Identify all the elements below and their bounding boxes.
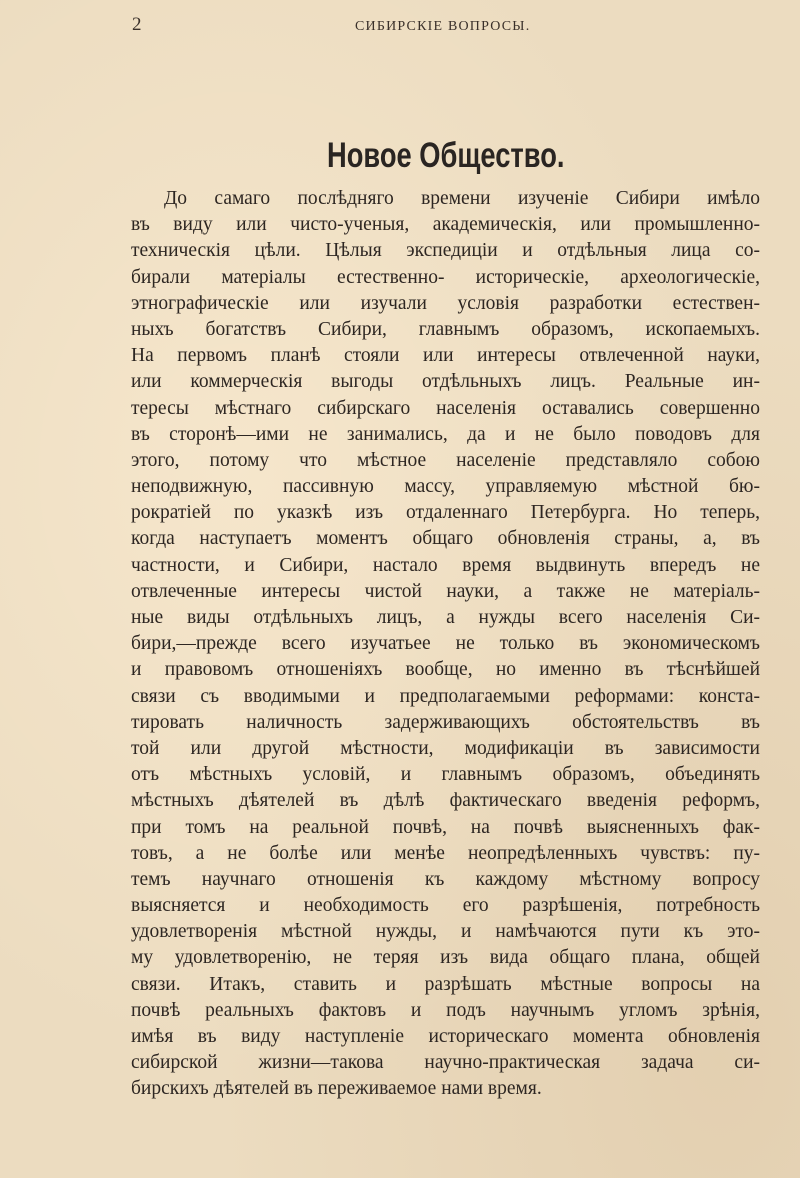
text-line: темъ научнаго отношенія къ каждому мѣстному вопросу: [131, 868, 760, 890]
text-line: связи. Итакъ, ставить и разрѣшать мѣстные вопросы на: [131, 973, 760, 995]
text-line: отвлеченные интересы чистой науки, а также не матеріаль-: [131, 580, 760, 602]
text-line: бирскихъ дѣятелей въ переживаемое нами время.: [131, 1078, 542, 1100]
text-line: почвѣ реальныхъ фактовъ и подъ научнымъ угломъ зрѣнія,: [131, 999, 760, 1021]
text-line: отъ мѣстныхъ условій, и главнымъ образомъ, объединять: [131, 764, 760, 786]
text-line: мѣстныхъ дѣятелей въ дѣлѣ фактическаго введенія реформъ,: [131, 790, 760, 812]
text-line: До самаго послѣдняго времени изученіе Сибири имѣло: [164, 188, 760, 209]
text-line: му удовлетворенію, не теряя изъ вида общаго плана, общей: [131, 947, 760, 969]
text-line: или коммерческія выгоды отдѣльныхъ лицъ. Реальные ин-: [131, 371, 760, 393]
running-head: СИБИРСКІЕ ВОПРОСЫ.: [355, 19, 531, 34]
text-line: ныхъ богатствъ Сибири, главнымъ образомъ, ископаемыхъ.: [131, 318, 760, 340]
text-line: при томъ на реальной почвѣ, на почвѣ выясненныхъ фак-: [131, 816, 760, 838]
text-line: этого, потому что мѣстное населеніе представляло собою: [131, 449, 760, 471]
text-line: неподвижную, пассивную массу, управляемую мѣстной бю-: [131, 476, 760, 498]
text-line: товъ, а не болѣе или менѣе неопредѣленныхъ чувствъ: пу-: [131, 842, 760, 864]
text-line: связи съ вводимыми и предполагаемыми реформами: конста-: [131, 685, 760, 707]
text-line: этнографическіе или изучали условія разработки естествен-: [131, 292, 760, 314]
article-body: [131, 186, 760, 1103]
text-line: въ виду или чисто-ученыя, академическія, или промышленно-: [131, 214, 760, 236]
text-line: ные виды отдѣльныхъ лицъ, а нужды всего населенія Си-: [131, 607, 760, 628]
text-line: бирали матеріалы естественно- историческіе, археологическіе,: [131, 266, 760, 288]
text-line: техническія цѣли. Цѣлыя экспедиціи и отдѣльныя лица со-: [131, 240, 760, 262]
text-line: выясняется и необходимость его разрѣшенія, потребность: [131, 895, 760, 917]
text-line: имѣя въ виду наступленіе историческаго момента обновленія: [131, 1026, 760, 1047]
text-line: бири,—прежде всего изучатьее не только въ экономическомъ: [131, 633, 760, 655]
text-line: въ сторонѣ—ими не занимались, да и не было поводовъ для: [131, 423, 760, 445]
text-line: когда наступаетъ моментъ общаго обновленія страны, а, въ: [131, 528, 760, 550]
text-line: и правовомъ отношеніяхъ вообще, но именно въ тѣснѣйшей: [131, 659, 760, 681]
page-number: 2: [132, 14, 142, 35]
text-line: тировать наличность задерживающихъ обстоятельствъ въ: [131, 711, 760, 733]
text-line: сибирской жизни—такова научно-практическая задача си-: [131, 1052, 760, 1074]
text-line: тересы мѣстнаго сибирскаго населенія оставались совершенно: [131, 397, 760, 419]
text-line: той или другой мѣстности, модификаціи въ зависимости: [131, 737, 760, 759]
text-line: частности, и Сибири, настало время выдвинуть впередъ не: [131, 554, 760, 576]
article-title: Новое Общество.: [327, 136, 565, 175]
text-line: На первомъ планѣ стояли или интересы отвлеченной науки,: [131, 345, 760, 367]
text-line: удовлетворенія мѣстной нужды, и намѣчаются пути къ это-: [131, 921, 760, 943]
text-line: рократіей по указкѣ изъ отдаленнаго Петербурга. Но теперь,: [131, 502, 760, 524]
